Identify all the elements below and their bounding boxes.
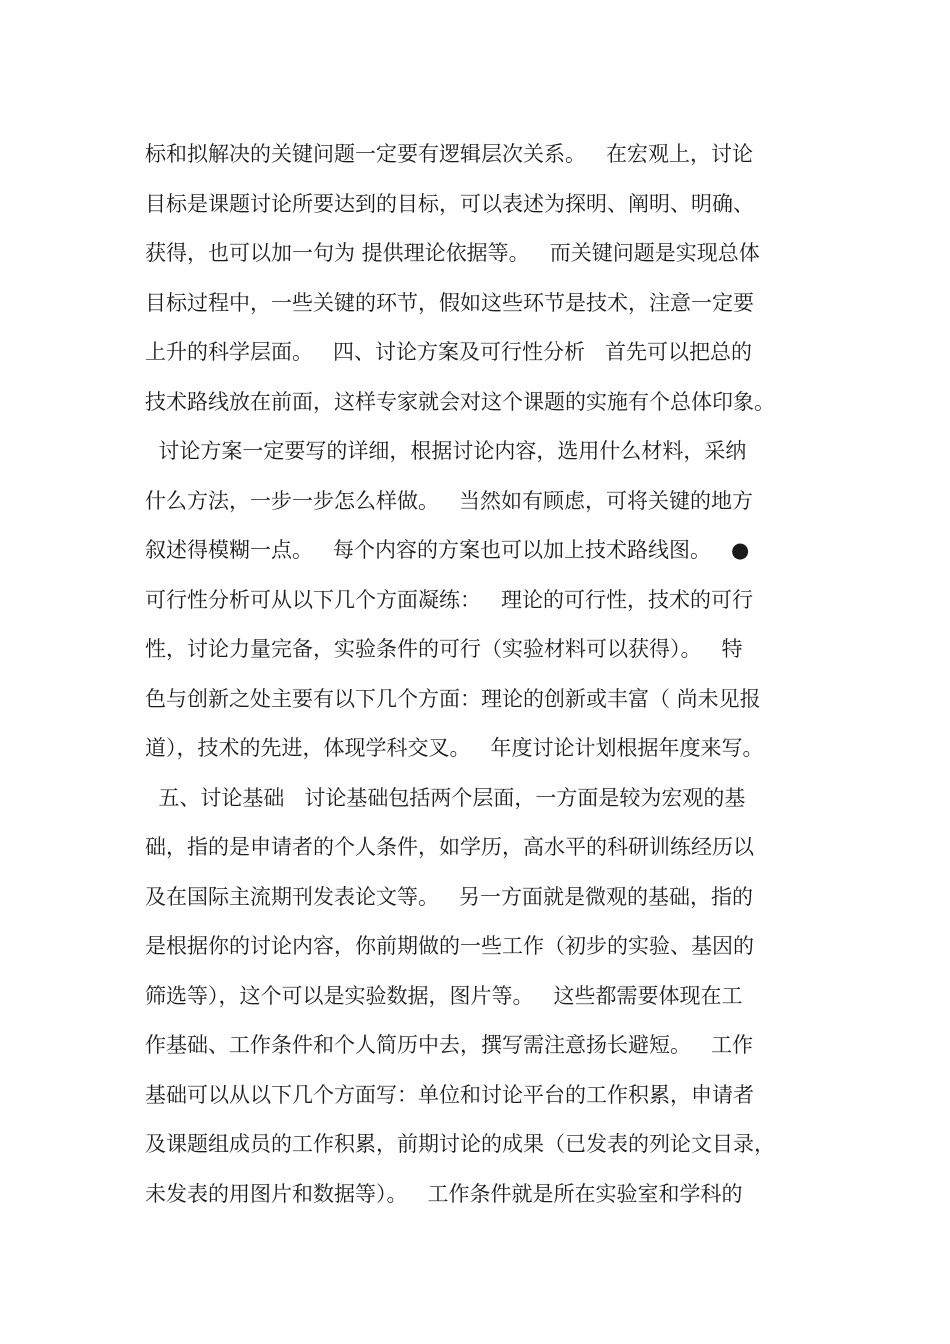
text-line: 可行性分析可从以下几个方面凝练： 理论的可行性，技术的可行: [145, 587, 754, 612]
text-line: 道），技术的先进，体现学科交叉。 年度讨论计划根据年度来写。: [145, 736, 764, 760]
text-line: 及课题组成员的工作积累，前期讨论的成果（已发表的列论文目录，: [145, 1132, 775, 1156]
text-line: 性，讨论力量完备，实验条件的可行（实验材料可以获得）。 特: [145, 637, 743, 661]
text-line: 筛选等），这个可以是实验数据，图片等。 这些都需要体现在工: [145, 983, 743, 1008]
text-line: 讨论方案一定要写的详细，根据讨论内容，选用什么材料，采纳: [145, 439, 747, 463]
body-text: [145, 130, 845, 1219]
text-line: 什么方法，一步一步怎么样做。 当然如有顾虑，可将关键的地方: [145, 488, 754, 513]
text-line: 及在国际主流期刊发表论文等。 另一方面就是微观的基础，指的: [145, 884, 754, 909]
text-line: 上升的科学层面。 四、讨论方案及可行性分析 首先可以把总的: [145, 340, 753, 364]
text-line: 技术路线放在前面，这样专家就会对这个课题的实施有个总体印象。: [145, 389, 775, 414]
text-line: 目标是课题讨论所要达到的目标，可以表述为探明、阐明、明确、: [145, 191, 754, 216]
text-line: 获得，也可以加一句为 提供理论依据等。 而关键问题是实现总体: [145, 241, 760, 265]
text-line: 叙述得模糊一点。 每个内容的方案也可以加上技术路线图。 ●: [145, 538, 750, 562]
text-line: 未发表的用图片和数据等）。 工作条件就是所在实验室和学科的: [145, 1181, 743, 1206]
text-line: 标和拟解决的关键问题一定要有逻辑层次关系。 在宏观上，讨论: [145, 142, 754, 166]
text-line: 础，指的是申请者的个人条件，如学历，高水平的科研训练经历以: [145, 835, 754, 859]
text-line: 色与创新之处主要有以下几个方面：理论的创新或丰富（ 尚未见报: [145, 686, 761, 711]
text-line: 基础可以从以下几个方面写：单位和讨论平台的工作积累，申请者: [145, 1082, 754, 1107]
text-line: 作基础、工作条件和个人简历中去，撰写需注意扬长避短。 工作: [145, 1033, 754, 1057]
text-line: 五、讨论基础 讨论基础包括两个层面，一方面是较为宏观的基: [145, 785, 746, 810]
text-line: 目标过程中，一些关键的环节，假如这些环节是技术，注意一定要: [145, 290, 754, 315]
text-line: 是根据你的讨论内容，你前期做的一些工作（初步的实验、基因的: [145, 934, 754, 958]
